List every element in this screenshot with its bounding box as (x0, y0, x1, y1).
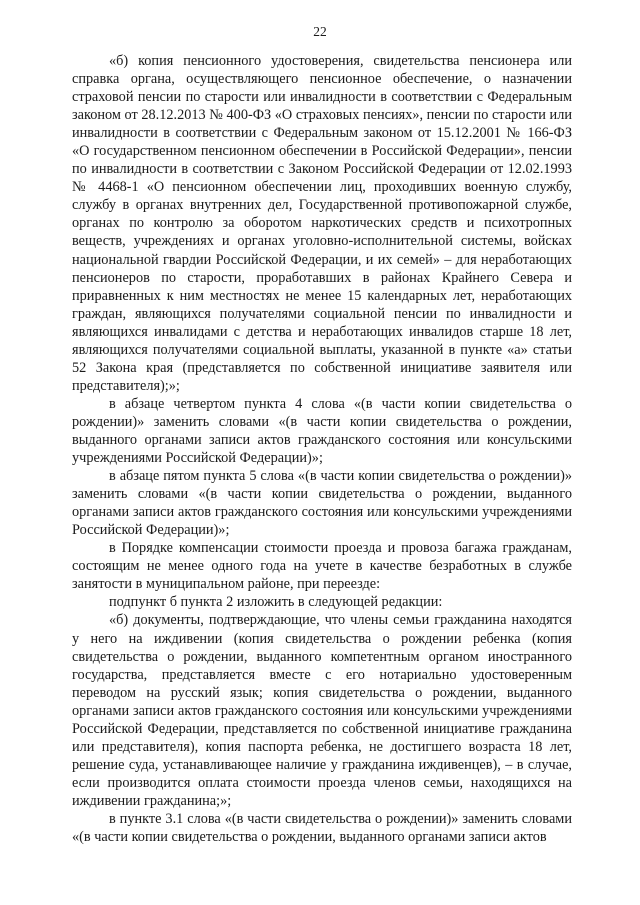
paragraph: в Порядке компенсации стоимости проезда и провоза багажа гражданам, состоящим не менее одного года на учете в качестве безработных в службе занятости в муниципальном районе, при переезде: (72, 540, 572, 593)
paragraph: в абзаце четвертом пункта 4 слова «(в части копии свидетельства о рождении)» заменить словами «(в части копии свидетельства о рождении, выданного органами записи актов гражданского состояния или консульскими учреждениями Российской Федерации)»; (72, 395, 572, 467)
document-body (72, 52, 572, 846)
paragraph: «б) документы, подтверждающие, что члены семьи гражданина находятся у него на иждивении (копия свидетельства о рождении ребенка (копия свидетельства о рождении, выданного компетентным органом иностранного государства, представляется вместе с его нотариально удостоверенным переводом на русский язык; копия свидетельства о рождении, выданного органами записи актов гражданского состояния или консульскими учреждениями Российской Федерации, представляется по собственной инициативе гражданина или представителя), копия паспорта ребенка, не достигшего возраста 18 лет, решение суда, устанавливающее наличие у гражданина иждивенцев), – в случае, если производится оплата стоимости проезда членов семьи, находящихся на иждивении гражданина;»; (72, 612, 572, 809)
paragraph: в пункте 3.1 слова «(в части свидетельства о рождении)» заменить словами «(в части копии свидетельства о рождении, выданного органами записи актов (72, 810, 572, 846)
paragraph: «б) копия пенсионного удостоверения, свидетельства пенсионера или справка органа, осуществляющего пенсионное обеспечение, о назначении страховой пенсии по старости или инвалидности в соответствии с Федеральным законом от 28.12.2013 № 400-ФЗ «О страховых пенсиях», пенсии по старости или инвалидности в соответствии с Федеральным законом от 15.12.2001 № 166-ФЗ «О государственном пенсионном обеспечении в Российской Федерации», пенсии по инвалидности в соответствии с Законом Российской Федерации от 12.02.1993 № 4468-1 «О пенсионном обеспечении лиц, проходивших военную службу, службу в органах внутренних дел, Государственной противопожарной службе, органах по контролю за оборотом наркотических средств и психотропных веществ, учреждениях и органах уголовно-исполнительной системы, войсках национальной гвардии Российской Федерации, и их семей» – для неработающих пенсионеров по старости, проработавших в районах Крайнего Севера и приравненных к ним местностях не менее 15 календарных лет, неработающих граждан, являющихся получателями социальной пенсии по инвалидности и являющихся инвалидами с детства и неработающих инвалидов старше 18 лет, являющихся получателями социальной выплаты, указанной в пункте «а» статьи 52 Закона края (представляется по собственной инициативе заявителя или представителя);»; (72, 53, 572, 394)
paragraph: подпункт б пункта 2 изложить в следующей редакции: (109, 594, 443, 611)
page-number: 22 (313, 24, 327, 39)
paragraph: в абзаце пятом пункта 5 слова «(в части копии свидетельства о рождении)» заменить словами «(в части копии свидетельства о рождении, выданного органами записи актов гражданского состояния или консульскими учреждениями Российской Федерации)»; (72, 468, 572, 539)
